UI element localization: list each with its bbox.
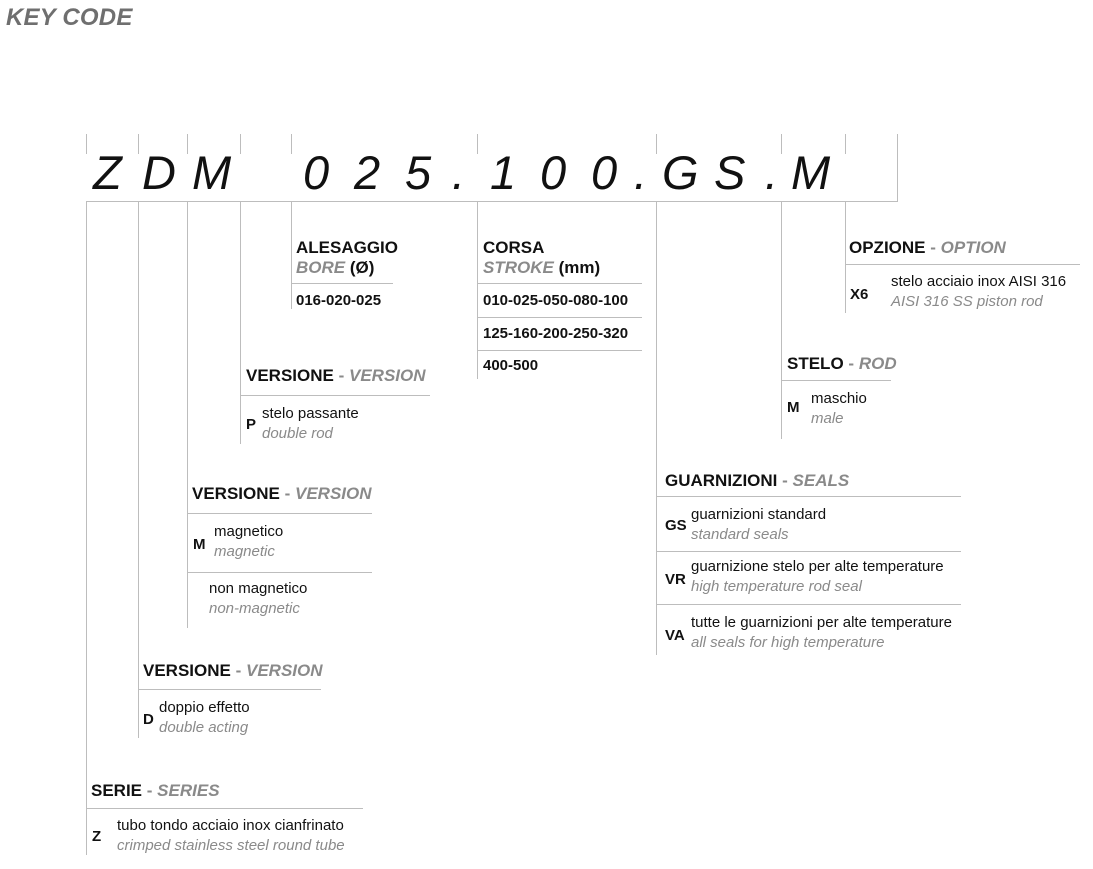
serie-title: [91, 781, 220, 801]
versione3-title: [246, 366, 426, 386]
alesaggio-title: [296, 238, 398, 258]
seal-code-vr: VR: [665, 571, 686, 588]
rod-code-m: M: [787, 399, 800, 416]
separator-tick: [291, 134, 292, 154]
code-char-bore-3: 5: [405, 146, 432, 199]
versione2-title-en: VERSION: [295, 484, 372, 503]
divider: [138, 689, 321, 690]
code-char-serie: Z: [93, 146, 122, 199]
series-desc-it: tubo tondo acciaio inox cianfrinato: [117, 817, 344, 834]
code-char-stroke-2: 0: [540, 146, 567, 199]
separator-tick: [138, 134, 139, 154]
separator-tick: [845, 134, 846, 154]
title-separator: -: [848, 354, 855, 373]
versione1-title-en: VERSION: [246, 661, 323, 680]
opzione-title: [849, 238, 1006, 258]
stroke-values-3: 400-500: [483, 357, 539, 374]
stelo-title: [787, 354, 897, 374]
series-desc-en: crimped stainless steel round tube: [117, 837, 345, 854]
serie-title-en: SERIES: [157, 781, 220, 800]
corsa-unit: (mm): [558, 258, 601, 277]
title-separator: -: [146, 781, 153, 800]
seal-vr-desc-en: high temperature rod seal: [691, 578, 862, 595]
separator-tick: [781, 134, 782, 154]
version-code-p: P: [246, 416, 257, 433]
divider: [86, 808, 363, 809]
seal-va-desc-en: all seals for high temperature: [691, 634, 885, 651]
corsa-leader: [477, 201, 478, 379]
rod-desc-en: male: [811, 410, 844, 427]
stroke-values-2: 125-160-200-250-320: [483, 325, 629, 342]
corsa-title: [483, 238, 544, 258]
divider: [187, 513, 372, 514]
option-code-x6: X6: [850, 286, 869, 303]
version2-m-desc-en: magnetic: [214, 543, 275, 560]
divider: [240, 395, 430, 396]
divider: [477, 317, 642, 318]
code-char-version2: M: [192, 146, 232, 199]
divider: [656, 604, 961, 605]
option-desc-it: stelo acciaio inox AISI 316: [891, 273, 1067, 290]
version3-desc-it: stelo passante: [262, 405, 359, 422]
divider: [477, 350, 642, 351]
separator-tick: [187, 134, 188, 154]
code-char-seals-2: S: [714, 146, 746, 199]
stelo-title-en: ROD: [858, 354, 897, 373]
title-separator: -: [284, 484, 291, 503]
separator-tick: [86, 134, 87, 154]
seal-code-va: VA: [665, 627, 685, 644]
stelo-title-it: STELO: [787, 354, 844, 373]
version2-m-desc-it: magnetico: [214, 523, 284, 540]
version2-nonmag-desc-en: non-magnetic: [209, 600, 300, 617]
versione2-leader: [187, 201, 188, 628]
opzione-title-it: OPZIONE: [849, 238, 926, 257]
separator-tick: [897, 134, 898, 202]
seal-vr-desc-it: guarnizione stelo per alte temperature: [691, 558, 944, 575]
code-char-version1: D: [142, 146, 176, 199]
title-separator: -: [338, 366, 345, 385]
versione1-title: [143, 661, 323, 681]
guarnizioni-leader: [656, 201, 657, 655]
title-separator: -: [930, 238, 936, 257]
divider: [291, 283, 393, 284]
title-separator: -: [782, 471, 788, 490]
versione1-title-it: VERSIONE: [143, 661, 231, 680]
serie-leader: [86, 201, 87, 855]
version-code-d: D: [143, 711, 154, 728]
bore-values: 016-020-025: [296, 292, 382, 309]
divider: [477, 283, 642, 284]
versione2-title-it: VERSIONE: [192, 484, 280, 503]
series-code-z: Z: [92, 828, 102, 845]
version1-desc-it: doppio effetto: [159, 699, 250, 716]
seal-va-desc-it: tutte le guarnizioni per alte temperature: [691, 614, 952, 631]
divider: [656, 551, 961, 552]
code-char-dot-2: .: [634, 146, 648, 199]
alesaggio-title-en: BORE: [296, 258, 346, 277]
alesaggio-unit: (Ø): [349, 258, 375, 277]
version3-desc-en: double rod: [262, 425, 333, 442]
code-char-stroke-3: 0: [591, 146, 618, 199]
stelo-leader: [781, 201, 782, 439]
code-char-bore-2: 2: [354, 146, 381, 199]
version2-nonmag-desc-it: non magnetico: [209, 580, 308, 597]
opzione-leader: [845, 201, 846, 313]
divider: [845, 264, 1080, 265]
alesaggio-title-it: ALESAGGIO: [296, 238, 399, 257]
title-separator: -: [235, 661, 242, 680]
code-char-bore-1: 0: [303, 146, 330, 199]
page-title: KEY CODE: [6, 4, 133, 31]
versione3-title-en: VERSION: [349, 366, 426, 385]
divider: [656, 496, 961, 497]
rod-desc-it: maschio: [811, 390, 867, 407]
corsa-subtitle: [483, 258, 600, 278]
corsa-title-en: STROKE: [483, 258, 554, 277]
stroke-values-1: 010-025-050-080-100: [483, 292, 629, 309]
separator-tick: [656, 134, 657, 154]
seal-code-gs: GS: [665, 517, 687, 534]
code-char-seals-1: G: [662, 146, 699, 199]
seal-gs-desc-en: standard seals: [691, 526, 789, 543]
alesaggio-leader: [291, 201, 292, 309]
versione3-leader: [240, 201, 241, 444]
alesaggio-subtitle: [296, 258, 374, 278]
versione1-leader: [138, 201, 139, 738]
code-char-dot-1: .: [452, 146, 466, 199]
divider: [781, 380, 891, 381]
separator-tick: [240, 134, 241, 154]
opzione-title-en: OPTION: [940, 238, 1006, 257]
code-baseline: [86, 201, 898, 202]
corsa-title-it: CORSA: [483, 238, 545, 257]
version-code-m: M: [193, 536, 206, 553]
seal-gs-desc-it: guarnizioni standard: [691, 506, 827, 523]
option-desc-en: AISI 316 SS piston rod: [891, 293, 1043, 310]
guarnizioni-title-en: SEALS: [792, 471, 850, 490]
code-char-rod: M: [791, 146, 831, 199]
version1-desc-en: double acting: [159, 719, 249, 736]
guarnizioni-title: [665, 471, 849, 491]
code-char-stroke-1: 1: [490, 146, 517, 199]
versione3-title-it: VERSIONE: [246, 366, 334, 385]
separator-tick: [477, 134, 478, 154]
code-char-dot-3: .: [765, 146, 779, 199]
guarnizioni-title-it: GUARNIZIONI: [665, 471, 778, 490]
versione2-title: [192, 484, 372, 504]
serie-title-it: SERIE: [91, 781, 143, 800]
divider: [187, 572, 372, 573]
